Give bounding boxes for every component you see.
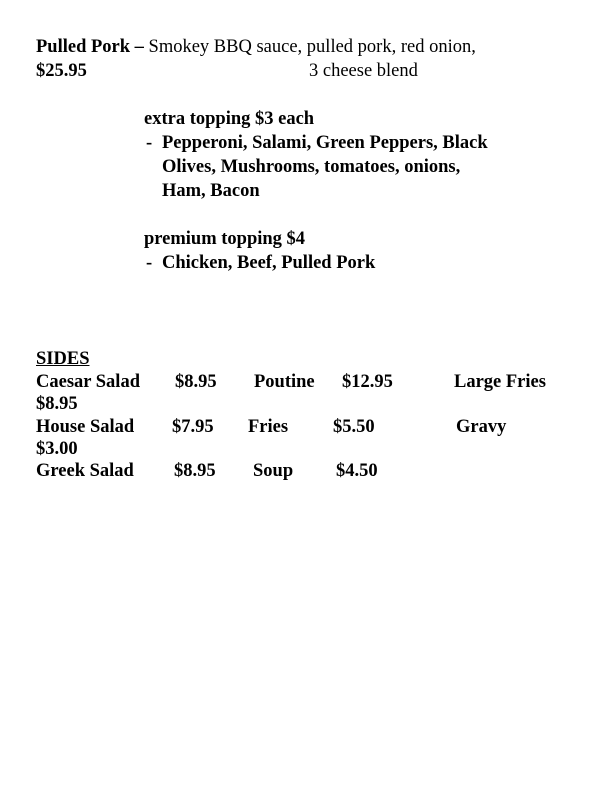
side-price-caesar-salad: $8.95 [175, 372, 217, 392]
side-price-gravy: $3.00 [36, 439, 78, 459]
extra-topping-line-3: Ham, Bacon [162, 181, 260, 201]
extra-topping-heading: extra topping $3 each [144, 109, 315, 129]
extra-topping-line-2: Olives, Mushrooms, tomatoes, onions, [162, 157, 461, 177]
side-item-poutine: Poutine [254, 372, 315, 392]
side-item-soup: Soup [253, 461, 294, 481]
pizza-name: Pulled Pork [36, 37, 131, 57]
premium-topping-bullet: - [146, 253, 153, 273]
side-price-fries: $5.50 [333, 417, 375, 437]
side-price-large-fries: $8.95 [36, 394, 78, 414]
side-item-large-fries: Large Fries [454, 372, 546, 392]
pizza-description-line2: 3 cheese blend [309, 61, 418, 81]
premium-topping-heading: premium topping $4 [144, 229, 306, 249]
pizza-title-line [36, 36, 476, 58]
extra-topping-line-1: Pepperoni, Salami, Green Peppers, Black [162, 133, 488, 153]
pizza-separator: – [134, 37, 144, 57]
side-item-gravy: Gravy [456, 417, 507, 437]
side-item-greek-salad: Greek Salad [36, 461, 134, 481]
side-price-greek-salad: $8.95 [174, 461, 216, 481]
side-price-poutine: $12.95 [342, 372, 393, 392]
side-price-soup: $4.50 [336, 461, 378, 481]
side-item-house-salad: House Salad [36, 417, 135, 437]
side-item-fries: Fries [248, 417, 289, 437]
pizza-description-line1: Smokey BBQ sauce, pulled pork, red onion, [148, 37, 476, 57]
side-item-caesar-salad: Caesar Salad [36, 372, 140, 392]
extra-topping-bullet: - [146, 133, 153, 153]
sides-heading: SIDES [36, 349, 90, 369]
side-price-house-salad: $7.95 [172, 417, 214, 437]
premium-topping-line: Chicken, Beef, Pulled Pork [162, 253, 376, 273]
pizza-price: $25.95 [36, 61, 87, 81]
